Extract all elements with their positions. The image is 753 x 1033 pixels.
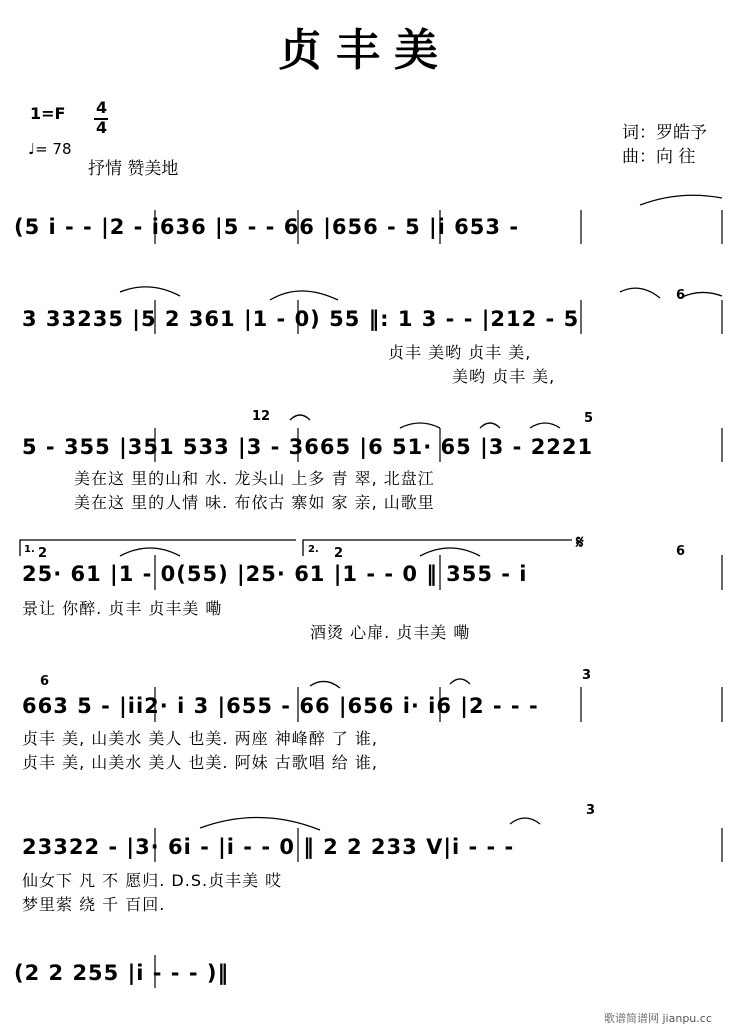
volta-first-label: 1.	[24, 544, 35, 555]
segno-sign: 𝄋	[576, 532, 584, 553]
grace-note-3-b: 3	[586, 803, 596, 818]
tempo-marking: ♩= 78	[28, 140, 72, 158]
grace-note-2-a: 2	[38, 546, 48, 561]
lyric-row-3-verse-1: 美在这 里的山和 水. 龙头山 上多 青 翠, 北盘江	[74, 469, 435, 488]
composer-credit: 曲：向 往	[622, 147, 696, 167]
lyric-row-2-verse-1: 贞丰 美哟 贞丰 美,	[388, 343, 532, 362]
lyricist-credit: 词：罗皓予	[622, 123, 707, 143]
notation-row-7: (2 2 255 |i - - - )‖	[14, 961, 229, 985]
lyric-row-6-verse-1: 仙女下 凡 不 愿归. D.S.贞丰美 哎	[22, 871, 283, 890]
key-signature: 1=F	[30, 104, 66, 123]
grace-note-5: 5	[584, 411, 594, 426]
volta-second-label: 2.	[308, 544, 319, 555]
lyric-row-4-verse-1: 景让 你醉. 贞丰 贞丰美 嘞	[22, 599, 223, 618]
notation-row-2: 3 33235 |5 2 361 |1 - 0) 55 ‖: 1 3 - - |212 - 5	[22, 307, 580, 331]
lyric-row-4-verse-2: 酒烫 心扉. 贞丰美 嘞	[310, 623, 471, 642]
notation-row-5: 663 5 - |ii2· i 3 |655 - 66 |656 i· i6 |2 - - -	[22, 694, 539, 718]
notation-row-4: 25· 61 |1 - 0(55) |25· 61 |1 - - 0 ‖ 355 - i	[22, 562, 528, 586]
lyric-row-3-verse-2: 美在这 里的人情 味. 布依古 寨如 家 亲, 山歌里	[74, 493, 435, 512]
lyric-row-5-verse-1: 贞丰 美, 山美水 美人 也美. 两座 神峰醉 了 谁,	[22, 729, 378, 748]
grace-note-3-a: 3	[582, 668, 592, 683]
time-signature-bottom: 4	[96, 118, 108, 137]
grace-note-6-a: 6	[676, 288, 686, 303]
lyric-row-5-verse-2: 贞丰 美, 山美水 美人 也美. 阿妹 古歌唱 给 谁,	[22, 753, 378, 772]
lyric-row-6-verse-2: 梦里萦 绕 千 百回.	[22, 895, 166, 914]
grace-note-2-b: 2	[334, 546, 344, 561]
expression-marking: 抒情 赞美地	[88, 159, 179, 179]
notation-row-1: (5 i - - |2 - i636 |5 - - 66 |656 - 5 |i 653 -	[14, 215, 520, 239]
lyric-row-2-verse-2: 美哟 贞丰 美,	[452, 367, 556, 386]
watermark: 歌谱简谱网 jianpu.cc	[604, 1012, 712, 1025]
notation-row-6: 23322 - |3· 6i - |i - - 0 ‖ 2 2 233 V|i - - -	[22, 835, 515, 859]
grace-note-6-c: 6	[40, 674, 50, 689]
grace-note-6-b: 6	[676, 544, 686, 559]
notation-row-3: 5 - 355 |351 533 |3 - 3665 |6 51· 65 |3 - 2221	[22, 435, 594, 459]
tuplet-12: 12	[252, 409, 271, 424]
page-title: 贞丰美	[278, 25, 452, 76]
time-signature-top: 4	[96, 98, 108, 117]
